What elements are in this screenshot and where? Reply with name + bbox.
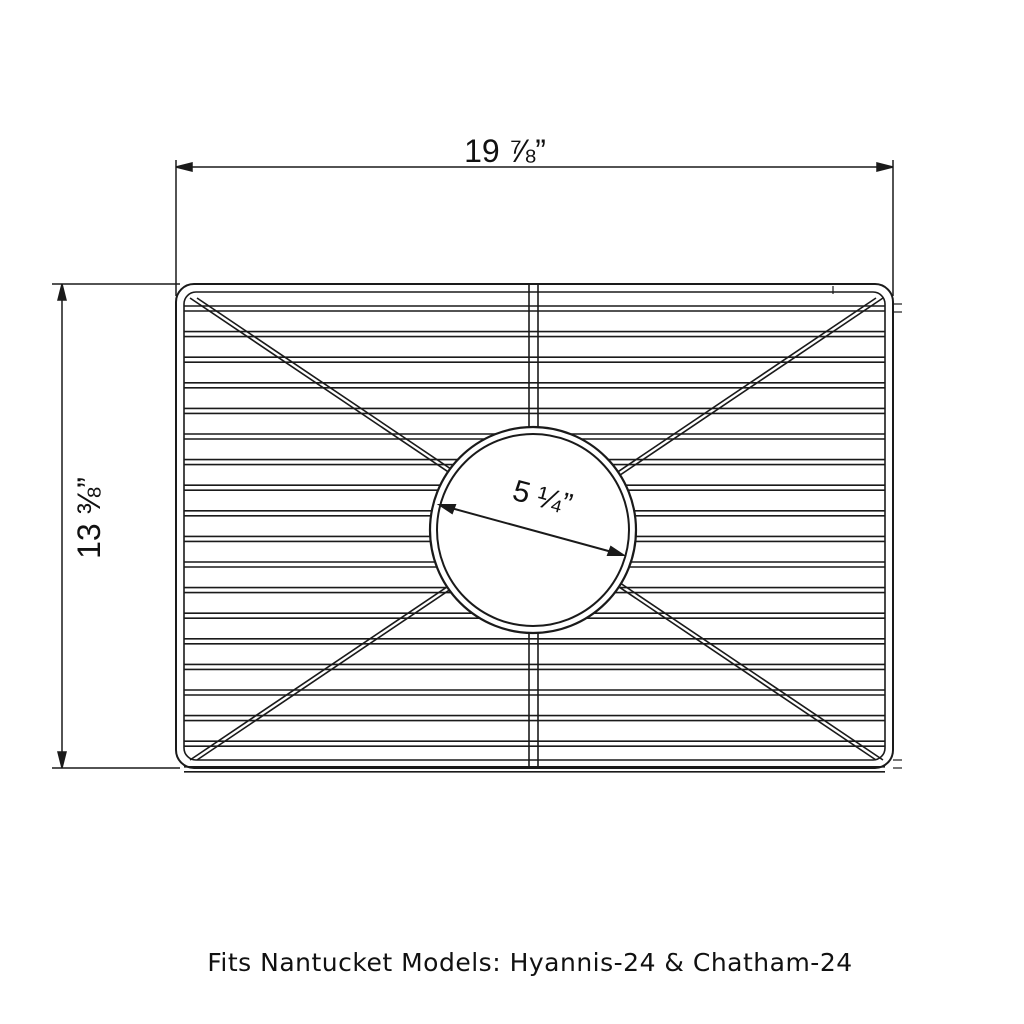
width-label: 19 ⅞” xyxy=(464,133,546,169)
drain-arrow-left xyxy=(440,505,455,513)
width-dimension xyxy=(176,160,893,296)
width-arrow-right xyxy=(877,163,893,171)
width-arrow-left xyxy=(176,163,192,171)
grid-wires xyxy=(184,284,885,772)
compatibility-caption: Fits Nantucket Models: Hyannis-24 & Chatham-24 xyxy=(207,948,853,977)
drain-diameter-label: 5 ¼” xyxy=(509,474,576,522)
drain-arrow-right xyxy=(608,547,623,555)
drain-diameter-dimension xyxy=(440,505,623,555)
height-arrow-bottom xyxy=(58,752,66,768)
height-label: 13 ⅜” xyxy=(71,477,107,559)
height-arrow-top xyxy=(58,284,66,300)
drain-dimension-line xyxy=(440,505,623,555)
